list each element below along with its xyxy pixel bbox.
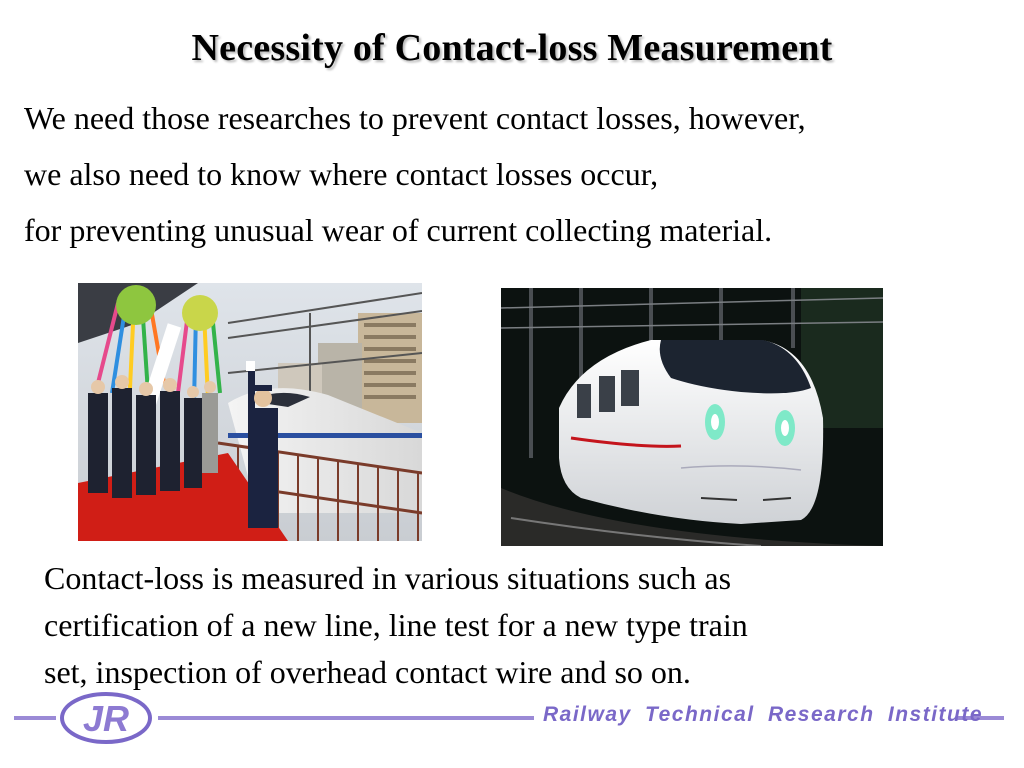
intro-line-2: we also need to know where contact losses occur,	[24, 156, 659, 192]
caption-line-1: Contact-loss is measured in various situations such as	[44, 560, 732, 596]
logo-text: JR	[82, 698, 130, 739]
intro-line-1: We need those researches to prevent contact losses, however,	[24, 100, 806, 136]
train-photo	[501, 288, 883, 546]
jr-logo-icon	[58, 690, 154, 746]
footer-divider-left	[14, 716, 56, 720]
institute-name: Railway Technical Research Institute	[543, 703, 984, 726]
intro-line-3: for preventing unusual wear of current collecting material.	[24, 212, 773, 248]
caption-line-3: set, inspection of overhead contact wire and so on.	[44, 654, 691, 690]
caption-line-2: certification of a new line, line test for a new type train	[44, 607, 748, 643]
caption-text	[44, 555, 944, 696]
slide-title: Necessity of Contact-loss Measurement	[191, 27, 833, 69]
intro-text	[24, 90, 1014, 258]
footer-divider-middle	[158, 716, 534, 720]
ceremony-photo	[78, 283, 422, 541]
